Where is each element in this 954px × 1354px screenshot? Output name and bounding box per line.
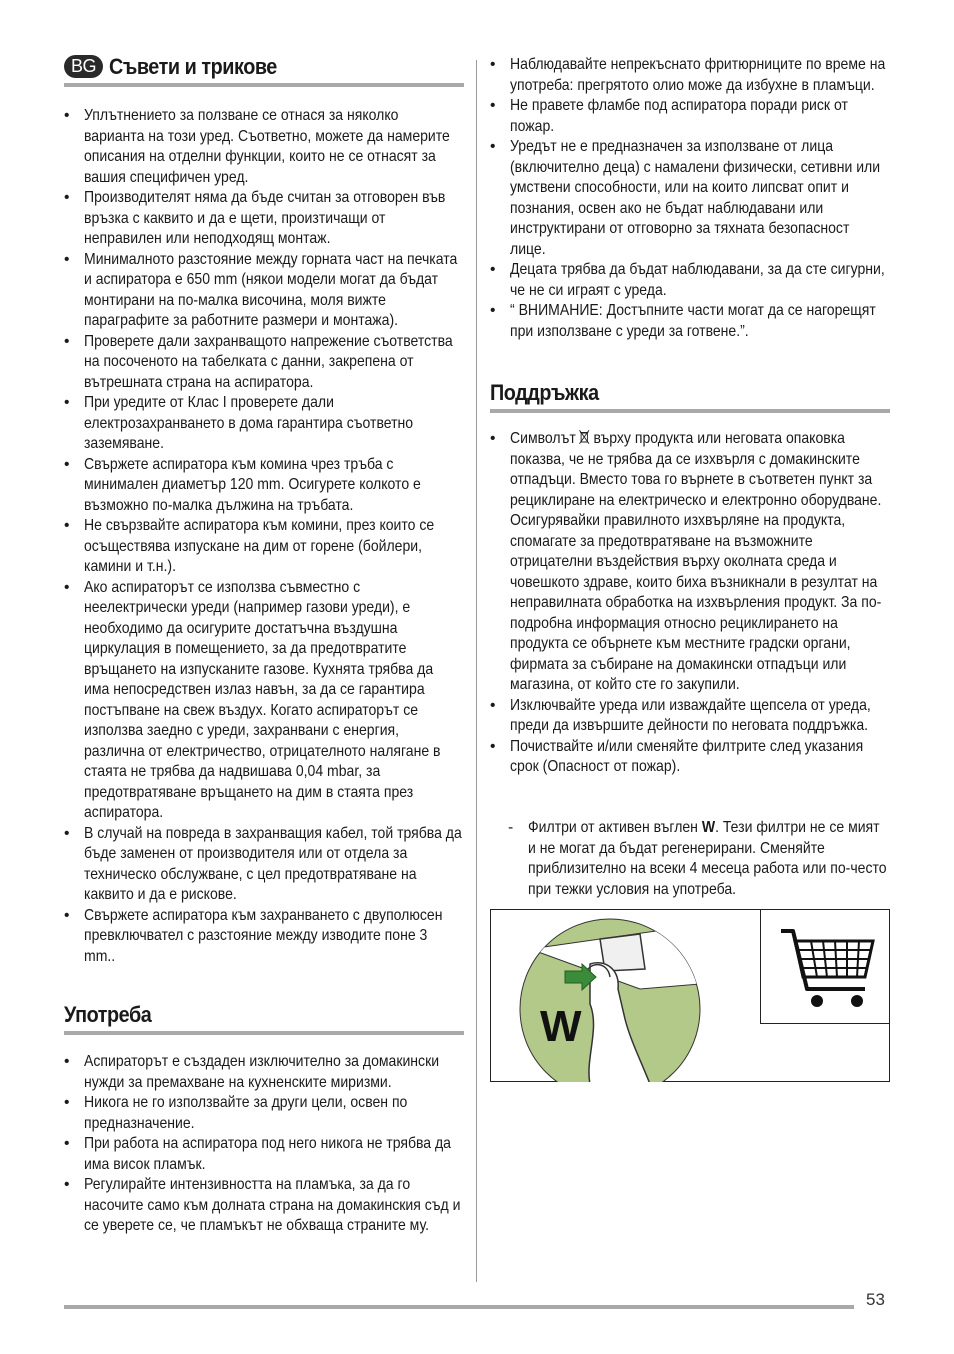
list-item: • При уредите от Клас I проверете дали електрозахранването в дома гарантира съответно заземяване. (64, 393, 464, 455)
footer-rule (64, 1305, 854, 1309)
list-item: • Уплътнението за ползване се отнася за няколко варианта на този уред. Съответно, можете да намерите описания на отделни функции, които не се отнасят за вашия специфичен уред. (64, 106, 464, 188)
list-item: • Уредът не е предназначен за използване от лица (включително деца) с намалени физически, сетивни или умствени способности, или на които липсват опит и познания, освен ако не бъдат наблюдавани или инструктирани от отговорно за тяхната безопасност лице. (490, 137, 890, 260)
list-item: • При работа на аспиратора под него никога не трябва да има висок пламък. (64, 1134, 464, 1175)
list-item: • Свържете аспиратора към захранването с двуполюсен превключвател с разстояние между изводите поне 3 mm.. (64, 906, 464, 968)
safety-list (490, 55, 890, 342)
tips-list (64, 106, 464, 967)
list-item: • Не правете фламбе под аспиратора поради риск от пожар. (490, 96, 890, 137)
section-heading-maintenance: Поддръжка (490, 380, 890, 413)
list-item: • Регулирайте интензивността на пламъка, за да го насочите само към долната страна на домакинския съд и се уверете се, че пламъкът не обхваща страните му. (64, 1175, 464, 1237)
crossed-bin-icon (580, 430, 590, 444)
list-item: • Децата трябва да бъдат наблюдавани, за да сте сигурни, че не си играят с уреда. (490, 260, 890, 301)
list-item: • Производителят няма да бъде считан за отговорен във връзка с каквито и да е щети, произтичащи от неправилен или неподходящ монтаж. (64, 188, 464, 250)
list-item: • “ ВНИМАНИЕ: Достъпните части могат да се нагорещят при използване с уреди за готвене.”. (490, 301, 890, 342)
usage-list (64, 1052, 464, 1237)
list-item: • Аспираторът е създаден изключително за домакински нужди за премахване на кухненските миризми. (64, 1052, 464, 1093)
list-item: • В случай на повреда в захранващия кабел, той трябва да бъде заменен от производителя или от отдела за техническо обслужване, с цел предотвратяване на каквито и да е рискове. (64, 824, 464, 906)
list-item: • Наблюдавайте непрекъснато фритюрниците по време на употреба: прегрятото олио може да избухне в пламъци. (490, 55, 890, 96)
list-item: • Не свързвайте аспиратора към комини, през които се осъществява изпускане на дим от горене (бойлери, камини и т.н.). (64, 516, 464, 578)
filter-letter: W (701, 819, 716, 836)
language-badge: BG (64, 55, 103, 78)
filter-figure (490, 909, 890, 1082)
section-heading-tips (64, 54, 464, 87)
list-item: • Символът върху продукта или неговата опаковка показва, че не трябва да се изхвърля с домакинските отпадъци. Вместо това го върнете в съответен пункт за рециклиране на електрическо и електронно оборудване. Осигурявайки правилното изхвърляне на продукта, спомагате за предотвратяване на възможните отрицателни въздействия върху околната среда и човешкото здраве, които биха възникнали в резултат на неправилната обработка на изхвърления продукт. За по-подробна информация относно рециклирането на продукта се обърнете към местните градски органи, фирмата за събиране на домакински отпадъци или магазина, от който сте го закупили. (490, 429, 890, 696)
list-item: • Почиствайте и/или сменяйте филтрите след указания срок (Опасност от пожар). (490, 737, 890, 778)
figure-letter: W (540, 1002, 582, 1051)
page-title: Съвети и трикове (109, 54, 277, 79)
list-item: • Никога не го използвайте за други цели, освен по предназначение. (64, 1093, 464, 1134)
cart-panel (760, 909, 889, 1024)
section-heading-usage: Употреба (64, 1002, 464, 1035)
page-number: 53 (866, 1290, 885, 1309)
filter-illustration (490, 909, 760, 1082)
list-item: • Минималното разстояние между горната част на печката и аспиратора е 650 mm (някои модели могат да бъдат монтирани на по-малка височина, моля вижте параграфите за работните размери и монтажа). (64, 250, 464, 332)
list-item: • Проверете дали захранващото напрежение съответства на посоченото на табелката с данни, закрепена от вътрешната страна на аспиратора. (64, 332, 464, 394)
column-divider (476, 60, 477, 1282)
maintenance-list (490, 429, 890, 778)
shopping-cart-icon (761, 909, 889, 1023)
list-item: • Ако аспираторът се използва съвместно с неелектрически уреди (например газови уреди), е необходимо да осигурите достатъчна въздушна циркулация в помещението, за да предотвратите връщането на изпусканите газове. Кухнята трябва да има непосредствен излаз навън, за да се гарантира постъпване на свеж въздух. Когато аспираторът се използва заедно с уреди, захранвани с енергия, различна от електричество, отрицателното налягане в стаята не трябва да надвишава 0,04 mbar, за предотвратяване връщането на дим в стаята през аспиратора. (64, 578, 464, 824)
filter-note: - Филтри от активен въглен W. Тези филтри не се мият и не могат да бъдат регенерирани. Сменяйте приблизително на всеки 4 месеца работа или по-често при тежки условия на употреба. (508, 818, 910, 900)
list-item: • Изключвайте уреда или изваждайте щепсела от уреда, преди да извършите дейности по неговата поддръжка. (490, 696, 890, 737)
list-item: • Свържете аспиратора към комина чрез тръба с минимален диаметър 120 mm. Осигурете колкото е възможно по-малка дължина на тръбата. (64, 455, 464, 517)
